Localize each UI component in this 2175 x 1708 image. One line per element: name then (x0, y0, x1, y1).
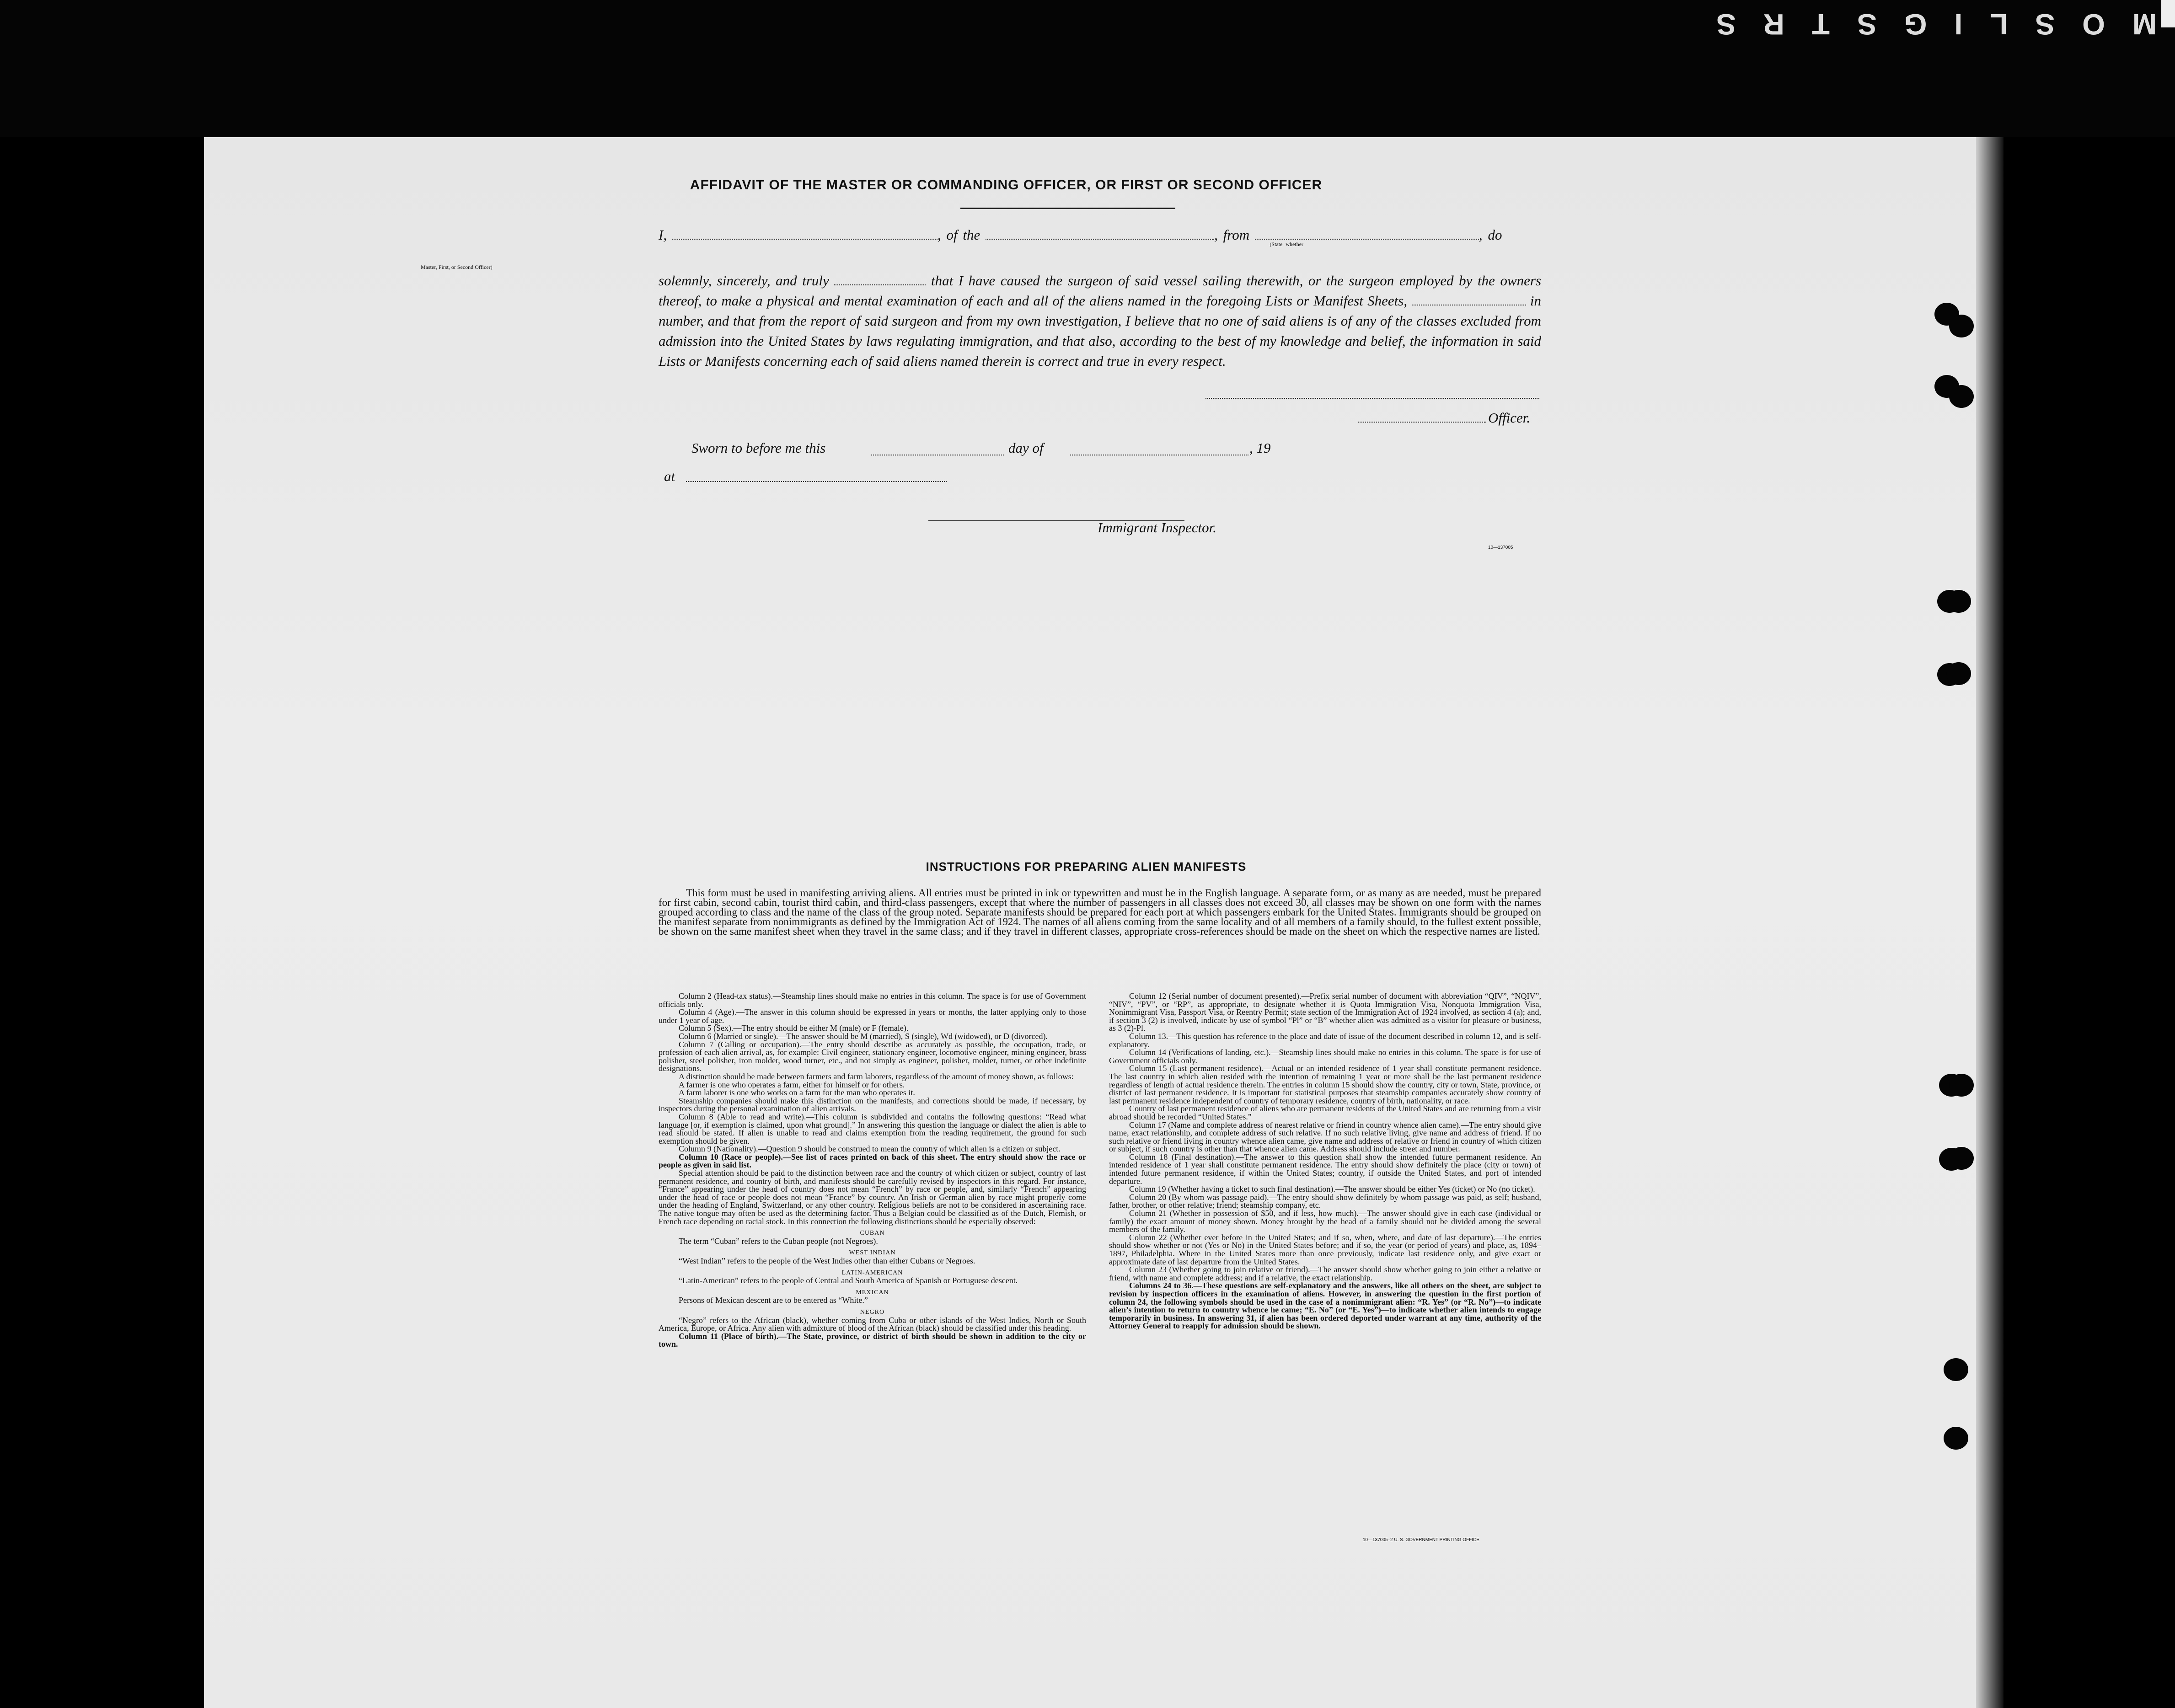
instruction-paragraph: Column 10 (Race or people).—See list of races printed on back of this sheet. The entry should show the race or people as given in said list. (659, 1152, 1086, 1170)
binder-hole-icon (1949, 385, 1974, 408)
instruction-paragraph: Column 5 (Sex).—The entry should be either M (male) or F (female). (679, 1023, 909, 1033)
instruction-paragraph: Column 2 (Head-tax status).—Steamship lines should make no entries in this column. The space is for use of Government officials only. (659, 991, 1086, 1009)
instruction-paragraph: Steamship companies should make this distinction on the manifests, and corrections should be made, if necessary, by inspectors during the personal examination of alien arrivals. (659, 1096, 1086, 1114)
instruction-paragraph: Country of last permanent residence of aliens who are permanent residents of the United States and are returning from a visit abroad should be recorded “United States.” (1109, 1104, 1541, 1121)
page-edge-shadow (1976, 137, 2004, 1708)
race-heading-cuban: CUBAN (860, 1230, 885, 1237)
instruction-paragraph: Column 6 (Married or single).—The answer should be M (married), S (single), Wd (widowed), or D (divorced). (679, 1031, 1048, 1041)
form-number: 10—137005 (1488, 545, 1513, 550)
binder-hole-icon (1944, 1427, 1968, 1450)
instruction-paragraph: Special attention should be paid to the distinction between race and the country of which citizen or subject, country of last permanent residence, and country of birth, and manifests should be carefully revised by inspectors in this regard. For instance, “France” appearing under the head of country does not mean “French” by race or people, and, similarly “French” appearing under the head of race or people does not mean “France” by country. An Irish or German alien by race might properly come under the heading of England, Switzerland, or any other country. Religious beliefs are not to be considered in ascertaining race. The native tongue may often be used as the determining factor. Thus a Belgian could be classified as of the Dutch, Flemish, or French race depending on racial stock. In this connection the following distinctions should be especially observed: (659, 1168, 1086, 1226)
race-definition-west-indian: “West Indian” refers to the people of the West Indies other than either Cubans or Negroes. (679, 1256, 975, 1265)
instruction-paragraph: Column 18 (Final destination).—The answer to this question shall show the intended future permanent residence. An intended residence of 1 year shall constitute permanent residence. The entry should show definitely the place (city or town) of intended future permanent residence, if within the United States; country, if outside the United States, and port of intended departure. (1109, 1152, 1541, 1186)
race-heading-latin-american: LATIN-AMERICAN (841, 1269, 903, 1276)
affidavit-from: , from (1214, 227, 1250, 243)
instruction-paragraph: Column 13.—This question has reference to the place and date of issue of the document described in column 12, and is self-explanatory. (1109, 1031, 1541, 1049)
instruction-paragraph: A farmer is one who operates a farm, either for himself or for others. (679, 1080, 905, 1089)
instruction-paragraph: Column 12 (Serial number of document presented).—Prefix serial number of document with abbreviation “QIV”, “NQIV”, “NIV”, “PV”, or “RP”, as appropriate, to designate whether it is Quota Immigration Visa, Nonquota Immigration Visa, Nonimmigrant Visa, Passport Visa, or Reentry Permit; state section of the Immigration Act of 1924 involved, as section 4 (a); and, if section 3 (2) is involved, indicate by use of symbol “Pl” or “B” whether alien was admitted as a visitor for pleasure or business, as 3 (2)-Pl. (1109, 991, 1541, 1033)
binder-hole-icon (1946, 662, 1971, 685)
affidavit-do: , do (1479, 227, 1502, 243)
instructions-right-column (1109, 992, 1541, 1541)
instruction-paragraph: Column 9 (Nationality).—Question 9 should be construed to mean the country of which alien is a citizen or subject. (679, 1144, 1061, 1154)
vessel-name-blank[interactable] (986, 238, 1214, 240)
affidavit-of-the: , of the (937, 227, 980, 243)
at-label: at (664, 468, 675, 484)
race-definition-negro: “Negro” refers to the African (black), whether coming from Cuba or other islands of the West Indies, North or South America, Europe, or Africa. Any alien with admixture of blood of the African (black) should be classified under this heading. (659, 1315, 1086, 1333)
affidavit-solemnly: solemnly, sincerely, and truly (659, 273, 829, 289)
instruction-paragraph: Column 17 (Name and complete address of nearest relative or friend in country whence alien came).—The entry should give name, exact relationship, and complete address of such relative. If no such relative living, give name and address of friend. If no such relative or friend living in country whence alien came, give name and address of relative or friend in country of which citizen or subject, if such country is other than that whence alien came. Address should include street and number. (1109, 1120, 1541, 1154)
officer-title-line[interactable] (1358, 422, 1486, 423)
affidavit-rest-text: in number, and that from the report of said surgeon and from my own investigation, I believe that no one of said aliens is of any of the classes excluded from admission into the United States by laws regulating immigration, and that also, according to the best of my knowledge and belief, the information in said Lists or Manifests concerning each of said aliens named therein is correct and true in every respect. (659, 293, 1542, 369)
officer-rank-blank[interactable] (672, 238, 938, 240)
instructions-left-column (659, 992, 1086, 1541)
year-label: , 19 (1249, 440, 1271, 456)
sworn-place-line[interactable] (686, 481, 947, 482)
officer-rank-note: (State whether Master, First, or Second Officer) (421, 241, 1304, 270)
instruction-paragraph: Column 22 (Whether ever before in the United States; and if so, when, where, and date of last departure).—The entries should show whether or not (Yes or No) in the United States before; and if so, the year (or period of years) and place, as, 1894–1897, Philadelphia. Where in the United States more than once previously, indicate last residence only, and give exact or approximate date of last departure from the United States. (1109, 1232, 1541, 1266)
instruction-paragraph: A farm laborer is one who works on a farm for the man who operates it. (679, 1088, 915, 1098)
printing-office-imprint: 10—137005–2 U. S. GOVERNMENT PRINTING OFFICE (1363, 1537, 1479, 1542)
day-of-label: day of (1008, 440, 1044, 456)
affidavit-title: AFFIDAVIT OF THE MASTER OR COMMANDING OFFICER, OR FIRST OR SECOND OFFICER (690, 177, 1323, 193)
race-heading-west-indian: WEST INDIAN (849, 1249, 896, 1257)
binder-hole-icon (1946, 590, 1971, 613)
inspector-label: Immigrant Inspector. (1098, 519, 1217, 535)
race-definition-mexican: Persons of Mexican descent are to be entered as “White.” (679, 1296, 868, 1305)
instructions-title: INSTRUCTIONS FOR PREPARING ALIEN MANIFESTS (926, 860, 1247, 873)
title-divider (960, 208, 1175, 209)
binder-hole-icon (1944, 1358, 1968, 1381)
affidavit-surgeon-text: that I have caused the surgeon of said vessel sailing therewith, or the surgeon employed by the owners thereof, to make a physical and mental examination of each and all of the aliens named in the foregoing Lists or Manifest Sheets, (659, 273, 1542, 309)
binder-hole-icon (1949, 1147, 1974, 1170)
affidavit-body (421, 225, 1542, 371)
binder-hole-icon (1949, 315, 1974, 337)
instruction-paragraph: Column 21 (Whether in possession of $50, and if less, how much).—The answer should give in each case (individual or family) the exact amount of money shown. Money brought by the head of a family should not be divided among the several members of the family. (1109, 1209, 1541, 1234)
instruction-paragraph: Column 19 (Whether having a ticket to such final destination).—The answer should be either Yes (ticket) or No (no ticket). (1129, 1184, 1535, 1194)
race-heading-negro: NEGRO (860, 1308, 885, 1316)
affidavit-i: I, (659, 227, 667, 243)
instruction-paragraph: Column 8 (Able to read and write).—This column is subdivided and contains the following questions: “Read what language [or, if exemption is claimed, upon what ground].” In answering this question the language or dialect the alien is able to read should be stated. If alien is unable to read and claims exemption from the reading requirement, the ground for such exemption should be given. (659, 1112, 1086, 1146)
instruction-paragraph: Column 23 (Whether going to join relative or friend).—The answer should show whether going to join either a relative or friend, with name and complete address; and if a relative, the exact relationship. (1109, 1265, 1541, 1282)
oath-blank[interactable] (834, 284, 926, 285)
race-definition-latin-american: “Latin-American” refers to the people of Central and South America of Spanish or Portuguese descent. (679, 1276, 1018, 1285)
instruction-paragraph: A distinction should be made between farmers and farm laborers, regardless of the amount of money shown, as follows: (679, 1071, 1074, 1081)
instruction-paragraph: Column 7 (Calling or occupation).—The entry should describe as accurately as possible, the occupation, trade, or profession of each alien arrival, as, for example: Civil engineer, stationary engineer, locomotive engineer, mining engineer, brass polisher, steel polisher, iron molder, wood turner, etc., and not simply as engineer, polisher, molder, turner, or other indefinite designations. (659, 1039, 1086, 1073)
port-from-blank[interactable] (1255, 238, 1479, 240)
sheet-count-blank[interactable] (1412, 304, 1526, 305)
race-definition-cuban: The term “Cuban” refers to the Cuban people (not Negroes). (679, 1236, 878, 1246)
instruction-paragraph: Column 11 (Place of birth).—The State, province, or district of birth should be shown in addition to the city or town. (659, 1331, 1086, 1349)
instruction-paragraph: Column 4 (Age).—The answer in this column should be expressed in years or months, the latter applying only to those under 1 year of age. (659, 1007, 1086, 1025)
instruction-paragraph: Column 20 (By whom was passage paid).—The entry should show definitely by whom passage was paid, as self; husband, father, brother, or other relative; friend; steamship company, etc. (1109, 1192, 1541, 1210)
sworn-label: Sworn to before me this (691, 440, 826, 456)
instructions-intro: This form must be used in manifesting arriving aliens. All entries must be printed in ink or typewritten and must be in the English language. A separate form, or as many as are needed, must be prepared for first cabin, second cabin, tourist third cabin, and third-class passengers, except that where the number of passengers in all classes does not exceed 30, all classes may be shown on one form with the names grouped according to class and the name of the class of the group noted. Separate manifests should be prepared for each port at which passengers embark for the United States. Immigrants should be grouped on the manifest separate from nonimmigrants as defined by the Immigration Act of 1924. The names of all aliens coming from the same locality and of all members of a family should, to the fullest extent possible, be shown on the same manifest sheet when they travel in the same class; and if they travel in different classes, appropriate cross-references should be made on the sheet on which the respective names are listed. (659, 887, 1541, 937)
binder-hole-icon (1949, 1074, 1974, 1097)
officer-signature-line[interactable] (1205, 398, 1539, 399)
instruction-paragraph: Column 14 (Verifications of landing, etc.).—Steamship lines should make no entries in this column. The space is for use of Government officials only. (1109, 1048, 1541, 1065)
race-heading-mexican: MEXICAN (856, 1289, 889, 1296)
film-edge-mark (2161, 0, 2175, 27)
instruction-paragraph: Columns 24 to 36.—These questions are self-explanatory and the answers, like all others on the sheet, are subject to revision by inspection officers in the examination of aliens. However, in answering the question in the first portion of column 24, the following symbols should be used in the case of a nonimmigrant alien: “R. Yes” (or “R. No”)—to indicate alien’s intention to return to country whence he came; “E. No” (or “E. Yes”)—to indicate whether alien intends to engage temporarily in business. In answering 31, if alien has been ordered deported under warrant at any time, authority of the Attorney General to reapply for admission should be shown. (1109, 1281, 1541, 1331)
officer-label: Officer. (1488, 410, 1531, 426)
film-strip-code: MOSLIGSTRS (1688, 8, 2157, 41)
instruction-paragraph: Column 15 (Last permanent residence).—Actual or an intended residence of 1 year shall constitute permanent residence. The last country in which alien resided with the intention of remaining 1 year or more shall be the last permanent residence regardless of length of actual residence therein. The entries in column 15 should show the country, city or town, State, province, or district of last permanent residence. It is important for statistical purposes that steamship companies accurately show country of last permanent residence independent of country of temporary residence, country of birth, nationality, or race. (1109, 1064, 1541, 1105)
